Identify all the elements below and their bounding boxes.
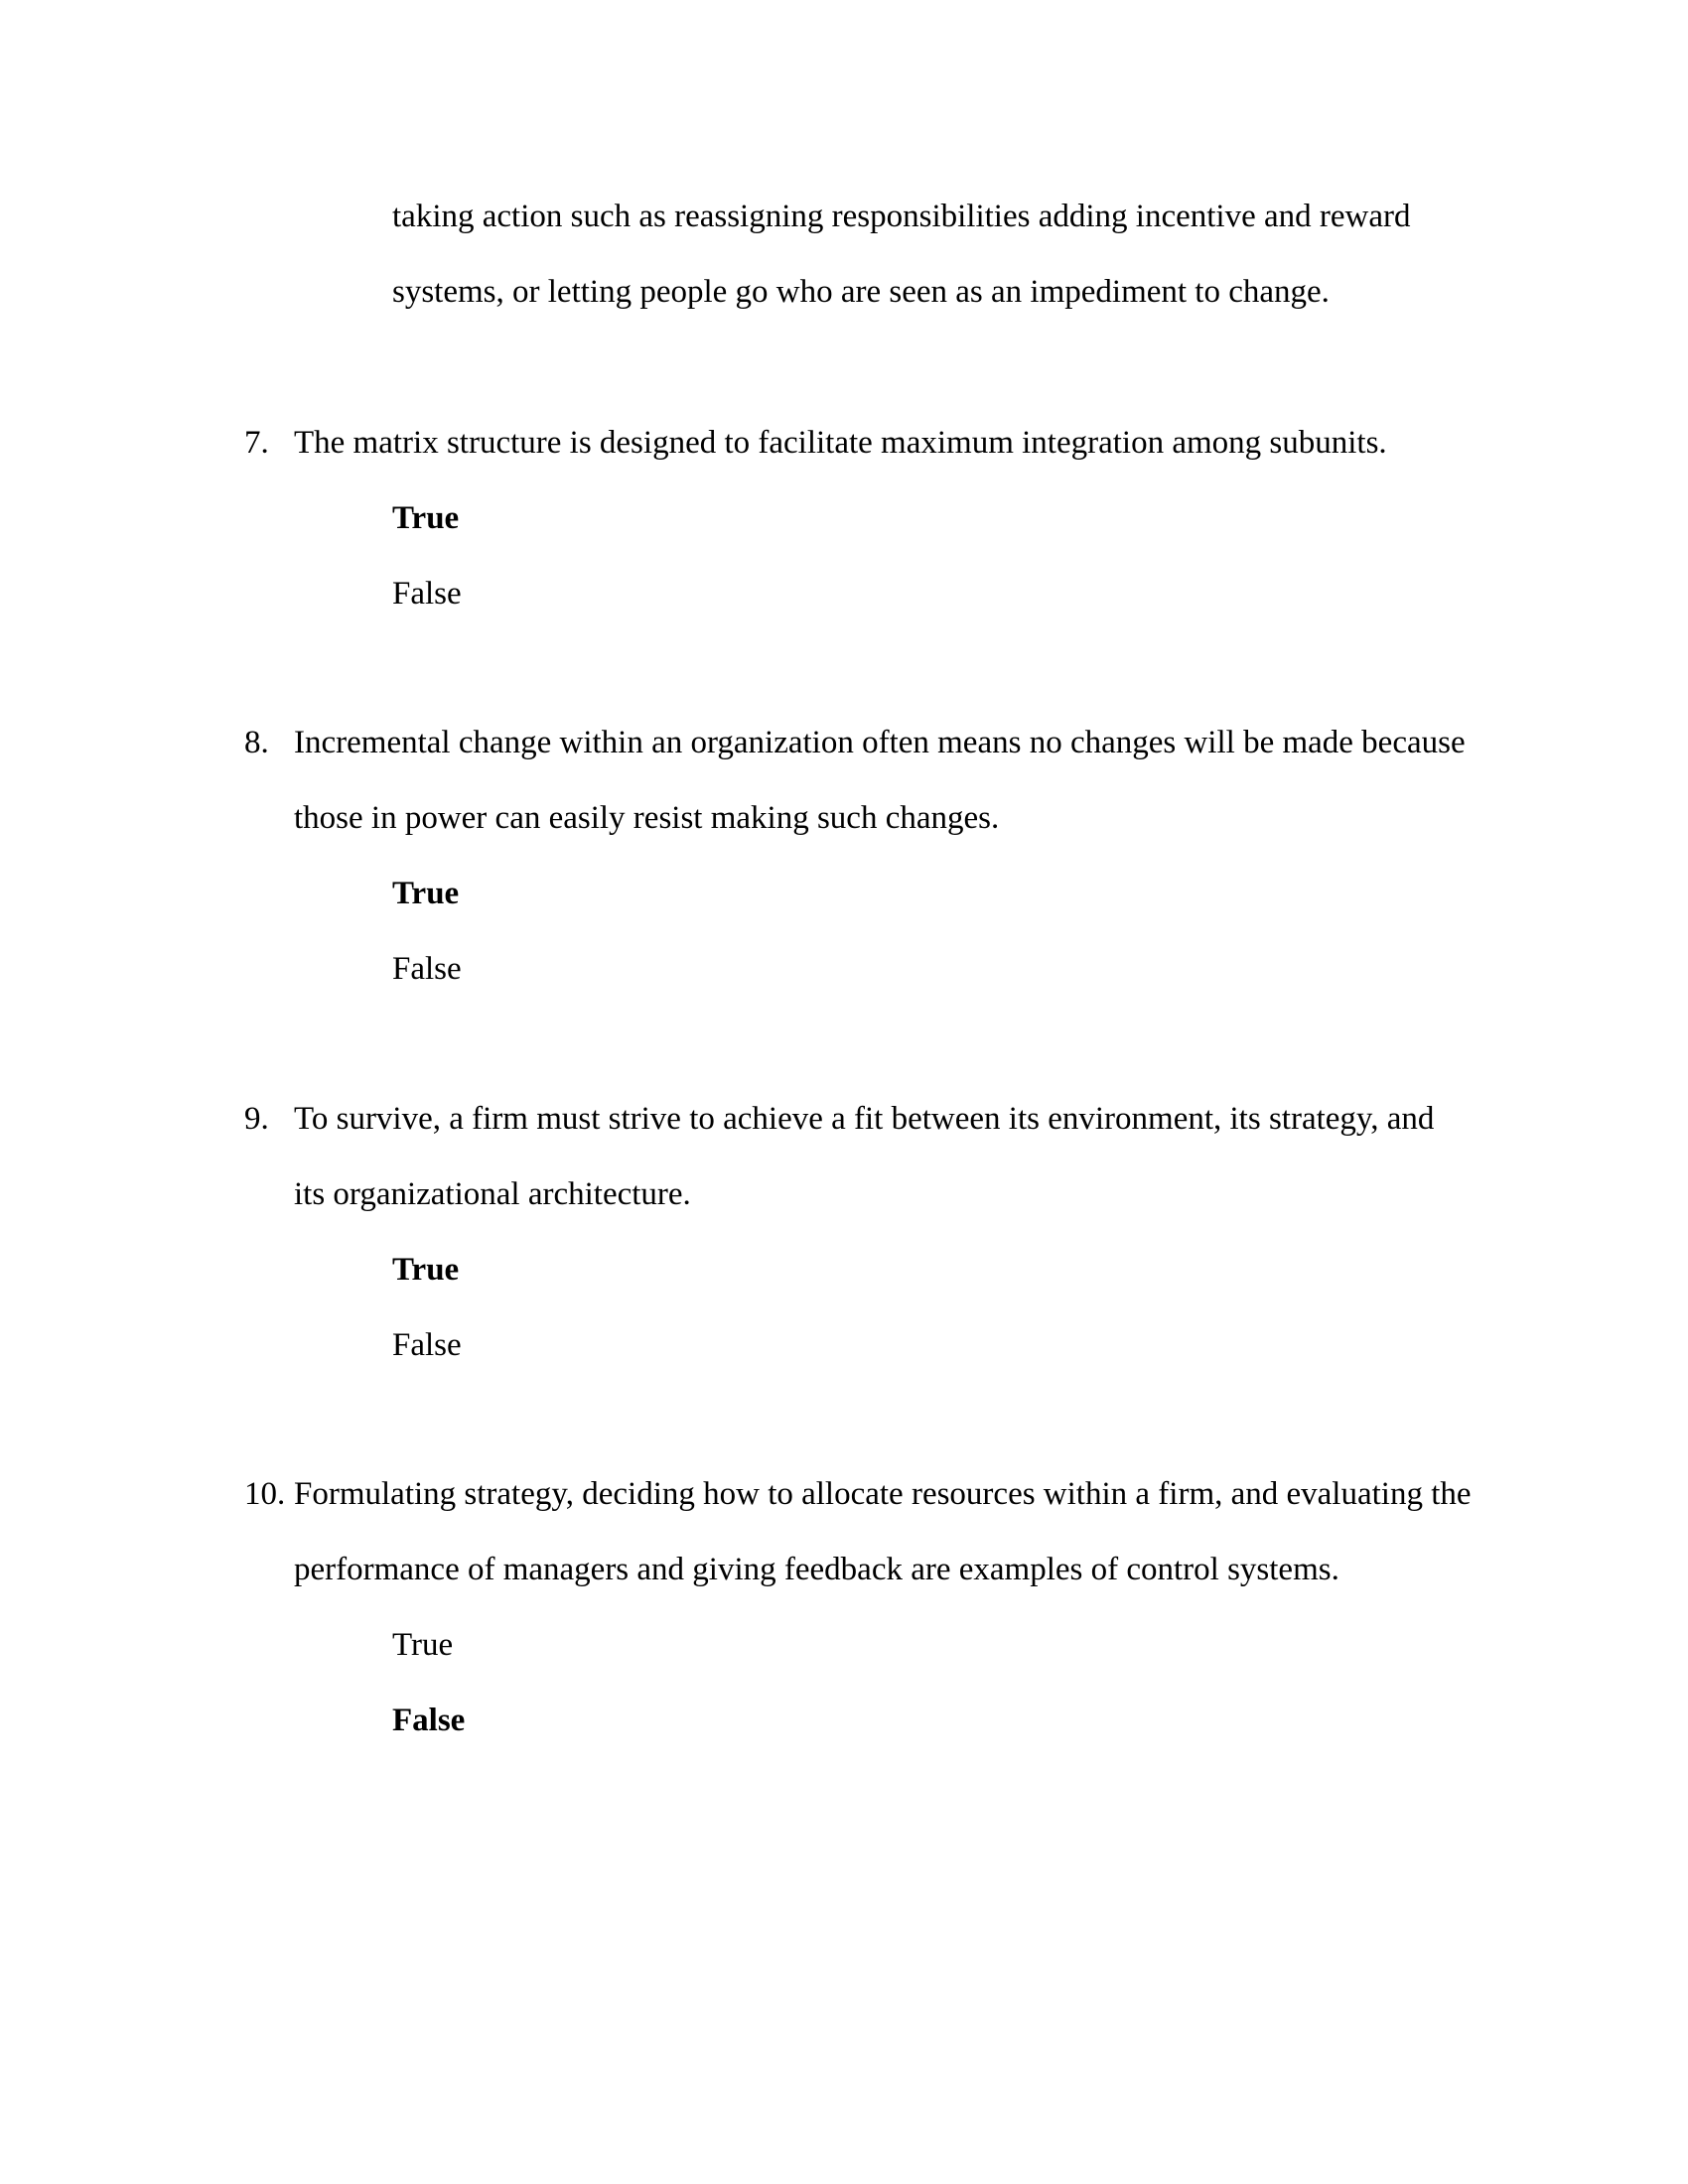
- question-text-line-2: performance of managers and giving feedback are examples of control systems.: [294, 1552, 1339, 1587]
- question-text-line-1: Formulating strategy, deciding how to allocate resources within a firm, and evaluating the: [294, 1476, 1472, 1512]
- option-false: False: [392, 951, 462, 987]
- option-true-selected: True: [392, 500, 460, 536]
- question-number: 10.: [244, 1476, 286, 1512]
- question-number: 8.: [244, 725, 269, 760]
- question-text-line-2: its organizational architecture.: [294, 1176, 691, 1212]
- question-text-line-1: The matrix structure is designed to facilitate maximum integration among subunits.: [294, 425, 1387, 461]
- question-text-line-1: Incremental change within an organization often means no changes will be made because: [294, 725, 1466, 760]
- option-false: False: [392, 1327, 462, 1363]
- option-true-selected: True: [392, 1252, 460, 1288]
- question-text-line-1: To survive, a firm must strive to achieve a fit between its environment, its strategy, and: [294, 1101, 1435, 1137]
- option-false: False: [392, 576, 462, 612]
- option-false-selected: False: [392, 1703, 466, 1738]
- option-true: True: [392, 1627, 454, 1663]
- continuation-line-1: taking action such as reassigning responsibilities adding incentive and reward: [392, 199, 1411, 234]
- question-number: 9.: [244, 1101, 269, 1137]
- option-true-selected: True: [392, 876, 460, 911]
- continuation-line-2: systems, or letting people go who are seen as an impediment to change.: [392, 274, 1330, 310]
- question-number: 7.: [244, 425, 269, 461]
- question-text-line-2: those in power can easily resist making such changes.: [294, 800, 1000, 836]
